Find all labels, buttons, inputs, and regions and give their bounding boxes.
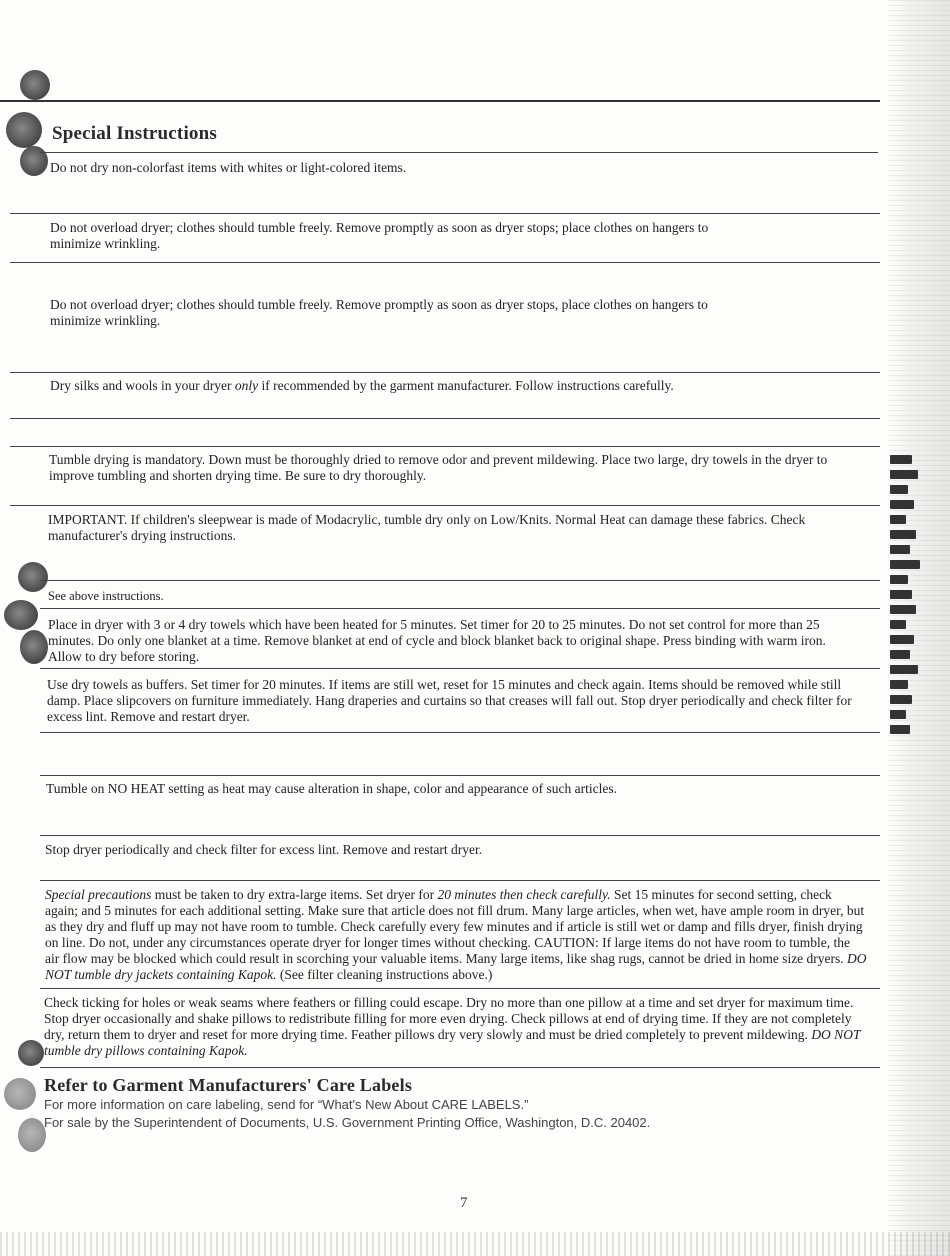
instruction-text: Stop dryer periodically and check filter for excess lint. Remove and restart dryer. [45,842,483,857]
page-number: 7 [460,1195,468,1211]
divider [40,608,880,609]
divider [40,988,880,989]
divider [10,418,880,419]
instruction-text: Tumble drying is mandatory. Down must be thoroughly dried to remove odor and prevent mildewing. Place two large, dry towels in the dryer to improve tumbling and shorten drying time. Be sure to dry thoroughly. [49,452,828,483]
instruction-text: Set 15 minutes for second setting, check again; and 5 minutes for each additional setting. Make sure that article does not fill drum. Many large articles, when wet, have ample room in dryer, but as they dry and fluff up may not have room to tumble. Check carefully every few minutes and if article is still wet or damp and fills dryer, finish drying on line. Do not, under any circumstances operate dryer for longer times without checking. CAUTION: If large items do not have room to tumble, the air flow may be blocked which could result in scorching your valuable items. Many large items, like shag rugs, cannot be dried in home size dryers. [45,887,865,966]
punch-hole [4,600,38,630]
instruction-text: Use dry towels as buffers. Set timer for 20 minutes. If items are still wet, reset for 15 minutes and check again. Items should be removed while still damp. Place slipcovers on furniture immediately. Hang draperies and curtains so that creases will fall out. Stop dryer periodically and check filter for excess lint. Remove and restart dryer. [47,677,852,724]
instruction-text: (See filter cleaning instructions above.) [276,967,493,982]
instruction-text: Check ticking for holes or weak seams where feathers or filling could escape. Dry no more than one pillow at a time and set dryer for maximum time. Stop dryer occasionally and shake pillows to redistribute filling for more even drying. Check pillows at end of drying time. If they are not completely dry, return them to dryer and reset for more drying time. Feather pillows dry very slowly and must be dried completely to prevent mildewing. [44,995,854,1042]
instruction-text: Do not overload dryer; clothes should tumble freely. Remove promptly as soon as dryer stops; place clothes on hangers to minimize wrinkling. [50,220,709,251]
punch-hole [20,630,48,664]
instruction-item [48,588,858,604]
divider [40,880,880,881]
section-title: Special Instructions [52,123,217,144]
punch-hole [20,146,48,176]
punch-hole [20,70,50,100]
instruction-item [50,378,860,394]
instruction-text: Do not dry non-colorfast items with whites or light-colored items. [50,160,407,175]
divider [10,446,880,447]
instruction-item [45,842,855,858]
divider [40,668,880,669]
instruction-text: must be taken to dry extra-large items. Set dryer for [151,887,438,902]
divider [40,732,880,733]
punch-hole [18,562,48,592]
instruction-item [45,887,867,983]
care-labels-note: For sale by the Superintendent of Documents, U.S. Government Printing Office, Washington, D.C. 20402. [44,1115,651,1130]
instruction-item [44,995,866,1059]
instruction-text: if recommended by the garment manufacturer. Follow instructions carefully. [258,378,674,393]
care-labels-note: For more information on care labeling, send for “What's New About CARE LABELS.” [44,1097,529,1112]
index-tab-marks [890,455,930,740]
divider [0,100,880,102]
punch-hole [6,112,42,148]
emphasis-text: DO NOT tumble dry pillows containing Kapok. [44,1027,861,1058]
punch-hole [4,1078,36,1110]
divider [10,505,880,506]
instruction-item [47,677,862,725]
emphasis-text: DO NOT tumble dry jackets containing Kapok. [45,951,867,982]
divider [10,372,880,373]
divider [40,152,878,153]
instruction-item [46,781,856,797]
care-labels-heading: Refer to Garment Manufacturers' Care Labels [44,1075,413,1095]
emphasis-text: only [234,378,259,393]
instruction-item [48,512,828,544]
instruction-item [49,452,829,484]
instruction-text: Tumble on NO HEAT setting as heat may cause alteration in shape, color and appearance of such articles. [46,781,617,796]
emphasis-text: 20 minutes then check carefully. [437,887,611,902]
divider [40,580,880,581]
scan-bottom-artifact [0,1232,950,1256]
punch-hole [18,1040,44,1066]
emphasis-text: Special precautions [45,887,152,902]
instruction-text: See above instructions. [48,589,164,603]
instruction-item [50,160,860,176]
instruction-item [50,220,750,252]
divider [40,1067,880,1068]
divider [40,775,880,776]
instruction-text: Dry silks and wools in your dryer [50,378,235,393]
divider [40,835,880,836]
instruction-text: Do not overload dryer; clothes should tumble freely. Remove promptly as soon as dryer stops, place clothes on hangers to minimize wrinkling. [50,297,708,328]
instruction-item [50,297,750,329]
divider [10,213,880,214]
instruction-item [48,617,853,665]
instruction-text: IMPORTANT. If children's sleepwear is made of Modacrylic, tumble dry only on Low/Knits. Normal Heat can damage these fabrics. Check manufacturer's drying instructions. [48,512,806,543]
instruction-text: Place in dryer with 3 or 4 dry towels which have been heated for 5 minutes. Set timer for 20 to 25 minutes. Do not set control for more than 25 minutes. Do only one blanket at a time. Remove blanket at end of cycle and block blanket back to original shape. Press binding with warm iron. Allow to dry before storing. [48,617,826,664]
punch-hole [18,1118,46,1152]
divider [10,262,880,263]
